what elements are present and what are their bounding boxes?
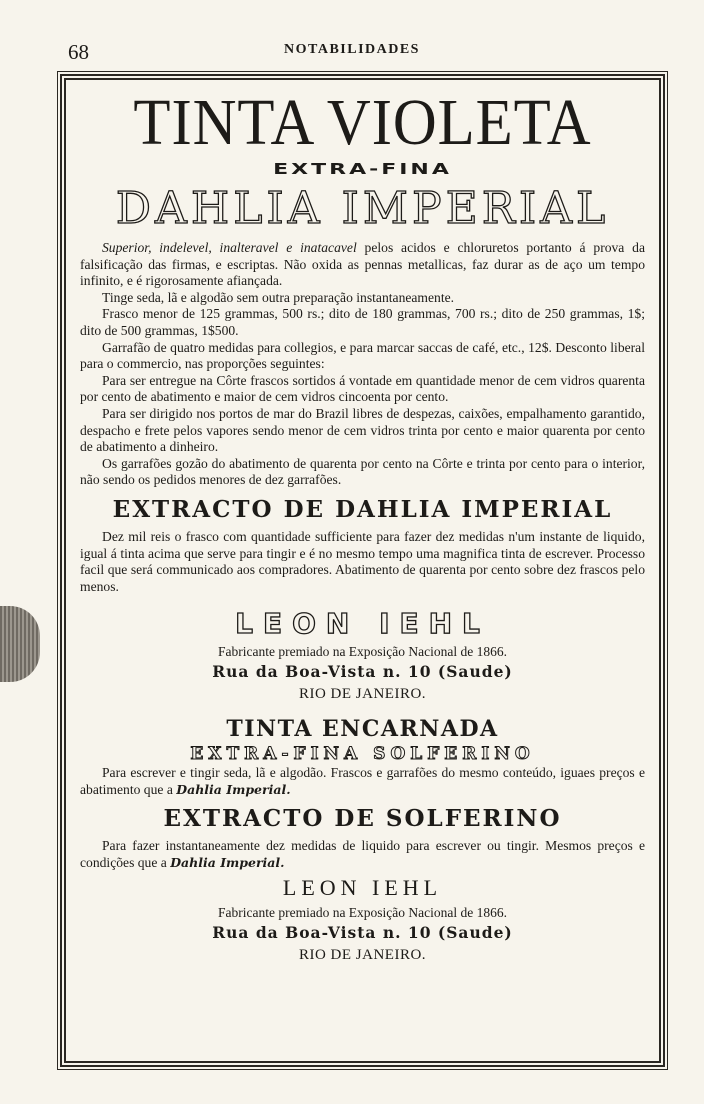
- ad-subtitle-dahlia-imperial: DAHLIA IMPERIAL: [115, 183, 610, 234]
- paragraph-superior: [80, 240, 645, 290]
- paragraph-superior-lead: Superior, indelevel, inalteravel e inatacavel: [102, 240, 357, 255]
- extract-solferino-dahlia: Dahlia Imperial.: [170, 855, 285, 871]
- paragraph-prices: Frasco menor de 125 grammas, 500 rs.; dito de 180 grammas, 700 rs.; dito de 250 grammas, 1$; dito de 500 grammas, 1$500.: [80, 306, 645, 338]
- ad-title-tinta-encarnada: TINTA ENCARNADA: [226, 716, 499, 743]
- maker-award-note-2: Fabricante premiado na Exposição Nacional de 1866.: [217, 904, 508, 920]
- ad-subtitle-solferino: EXTRA-FINA SOLFERINO: [190, 744, 535, 765]
- advertisement-frame: [60, 74, 665, 1067]
- maker-city: RIO DE JANEIRO.: [298, 686, 427, 703]
- advertisement-content: [80, 86, 645, 1055]
- paragraph-garrafoes: Os garrafões gozão do abatimento de quarenta por cento na Côrte e trinta por cento para o interior, não sendo os pedidos menores de dez garrafões.: [80, 455, 645, 488]
- paragraph-tinge: Tinge seda, lã e algodão sem outra preparação instantaneamente.: [102, 289, 455, 305]
- paragraph-garrafao: Garrafão de quatro medidas para collegios, e para marcar saccas de café, etc., 12$. Desconto liberal para o commercio, nas proporções seguintes:: [80, 339, 645, 372]
- ad-title-tinta-violeta: TINTA VIOLETA: [133, 86, 592, 159]
- running-head: NOTABILIDADES: [284, 42, 420, 57]
- paragraph-superior-text: pelos acidos e chloruretos portanto á prova da falsificação das firmas, e escriptas. Não oxida as pennas metallicas, faz durar as de aço um tempo infinito, e é rigorosamente afiançada.: [80, 240, 645, 289]
- extract-solferino-title: EXTRACTO DE SOLFERINO: [163, 805, 562, 833]
- extract-dahlia-text: Dez mil reis o frasco com quantidade sufficiente para fazer dez medidas n'um instante de liquido, igual á tinta acima que serve para tingir e é no mesmo tempo uma magnifica tinta de escrever. Processo facil que será communicado aos compradores. Abatimento de quarenta por cento sobre dez frascos pelo menos.: [80, 528, 645, 594]
- paragraph-ports-discount: Para ser dirigido nos portos de mar do Brazil libres de despezas, caixões, empalhamento garantido, despacho e frete pelos vapores sendo menor de cem vidros trinta por cento e maior quarenta por cento de abatimento a dinheiro.: [80, 405, 645, 455]
- encarnada-text-dahlia: Dahlia Imperial.: [176, 781, 291, 797]
- paragraph-corte-discount: Para ser entregue na Côrte frascos sortidos á vontade em quantidade menor de cem vidros quarenta por cento de abatimento e maior de cem vidros cincoenta por cento.: [80, 372, 645, 405]
- extract-solferino-body: Para fazer instantaneamente dez medidas de liquido para escrever ou tingir. Mesmos preços e condições que a: [80, 838, 645, 871]
- maker-address: Rua da Boa-Vista n. 10 (Saude): [212, 662, 513, 682]
- page-number: 68: [68, 40, 89, 64]
- maker-city-2: RIO DE JANEIRO.: [298, 946, 427, 963]
- ad-subtitle-extra-fina: EXTRA-FINA: [273, 160, 452, 179]
- maker-address-2: Rua da Boa-Vista n. 10 (Saude): [212, 922, 513, 942]
- extract-dahlia-title: EXTRACTO DE DAHLIA IMPERIAL: [112, 495, 613, 523]
- encarnada-text: [80, 765, 645, 798]
- maker-name: LEON IEHL: [235, 607, 490, 641]
- page-header: [0, 36, 704, 64]
- extract-solferino-text: [80, 838, 645, 871]
- page-edge-mark: [0, 606, 40, 682]
- maker-award-note: Fabricante premiado na Exposição Nacional de 1866.: [217, 644, 508, 660]
- maker-name-2: LEON IEHL: [282, 874, 443, 900]
- encarnada-text-body: Para escrever e tingir seda, lã e algodão. Frascos e garrafões do mesmo conteúdo, iguaes preços e abatimento que a: [80, 765, 645, 797]
